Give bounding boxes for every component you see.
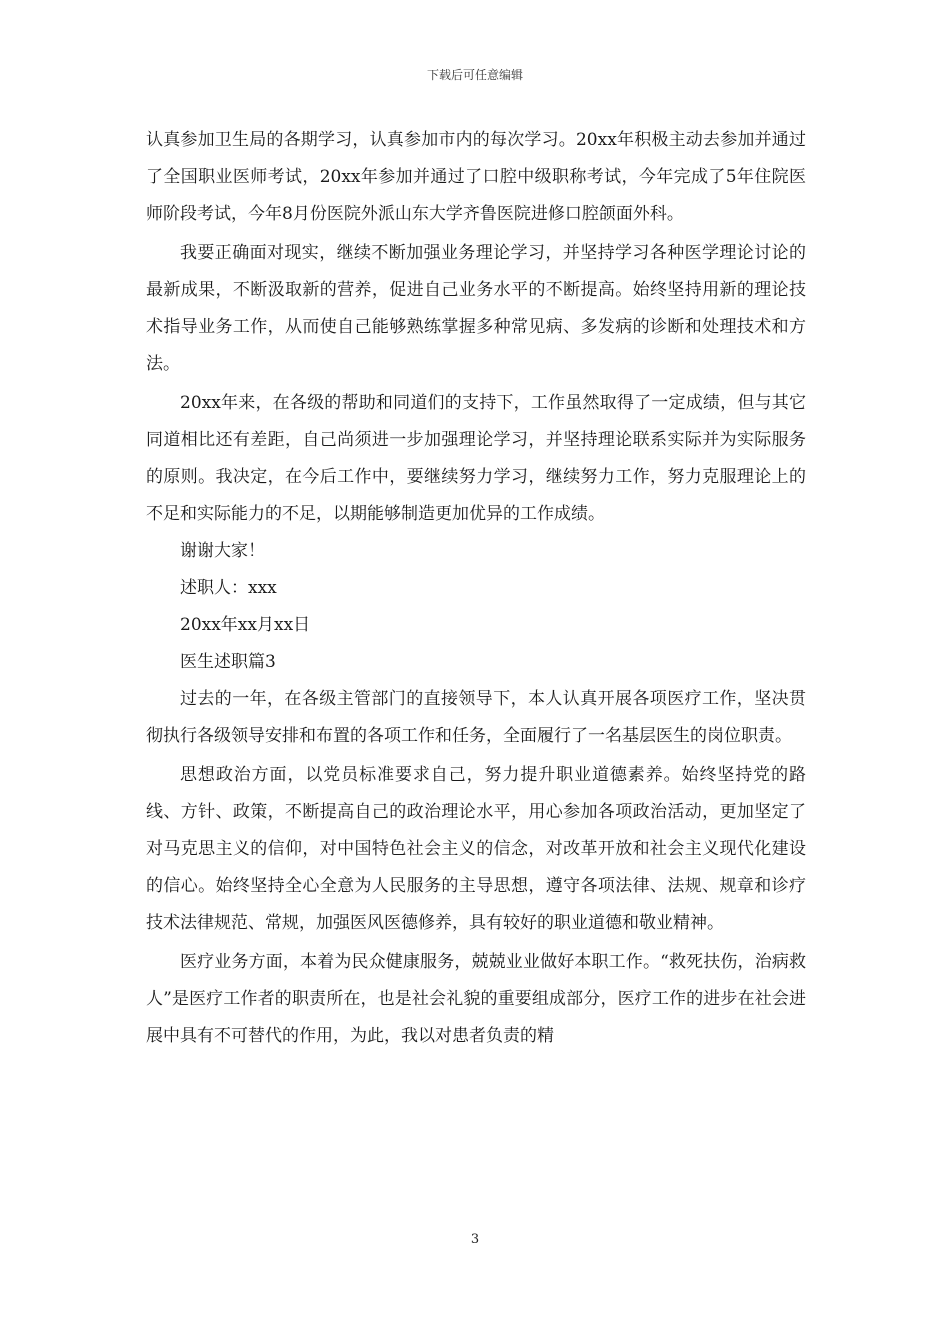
page-header: 下载后可任意编辑 [426, 68, 523, 82]
paragraph-medical-work: 医疗业务方面，本着为民众健康服务，兢兢业业做好本职工作。“救死扶伤，治病救人”是医疗工作者的职责所在，也是社会礼貌的重要组成部分，医疗工作的进步在社会进展中具有不可替代的作用，为此，我以对患者负责的精 [146, 952, 806, 1046]
paragraph-reporter: 述职人：xxx [180, 578, 277, 598]
paragraph-date: 20xx年xx月xx日 [180, 615, 311, 635]
paragraph-past-year: 过去的一年，在各级主管部门的直接领导下，本人认真开展各项医疗工作，坚决贯彻执行各级领导安排和布置的各项工作和任务，全面履行了一名基层医生的岗位职责。 [146, 689, 806, 746]
paragraph-theory-learning: 我要正确面对现实，继续不断加强业务理论学习，并坚持学习各种医学理论讨论的最新成果，不断汲取新的营养，促进自己业务水平的不断提高。始终坚持用新的理论技术指导业务工作，从而使自己能够熟练掌握多种常见病、多发病的诊断和处理技术和方法。 [146, 243, 806, 374]
document-body [146, 122, 806, 1055]
paragraph-political: 思想政治方面，以党员标准要求自己，努力提升职业道德素养。始终坚持党的路线、方针、政策，不断提高自己的政治理论水平，用心参加各项政治活动，更加坚定了对马克思主义的信仰，对中国特色社会主义的信念，对改革开放和社会主义现代化建设的信心。始终坚持全心全意为人民服务的主导思想，遵守各项法律、法规、规章和诊疗技术法律规范、常规，加强医风医德修养，具有较好的职业道德和敬业精神。 [146, 765, 806, 933]
page-number: 3 [470, 1232, 480, 1247]
paragraph-thanks: 谢谢大家！ [180, 541, 265, 561]
paragraph-continued-study: 认真参加卫生局的各期学习，认真参加市内的每次学习。20xx年积极主动去参加并通过了全国职业医师考试，20xx年参加并通过了口腔中级职称考试，今年完成了5年住院医师阶段考试，今年8月份医院外派山东大学齐鲁医院进修口腔颌面外科。 [146, 130, 806, 224]
paragraph-achievements: 20xx年来，在各级的帮助和同道们的支持下，工作虽然取得了一定成绩，但与其它同道相比还有差距，自己尚须进一步加强理论学习，并坚持理论联系实际并为实际服务的原则。我决定，在今后工作中，要继续努力学习，继续努力工作，努力克服理论上的不足和实际能力的不足，以期能够制造更加优异的工作成绩。 [146, 393, 806, 524]
section-title: 医生述职篇3 [180, 652, 276, 672]
